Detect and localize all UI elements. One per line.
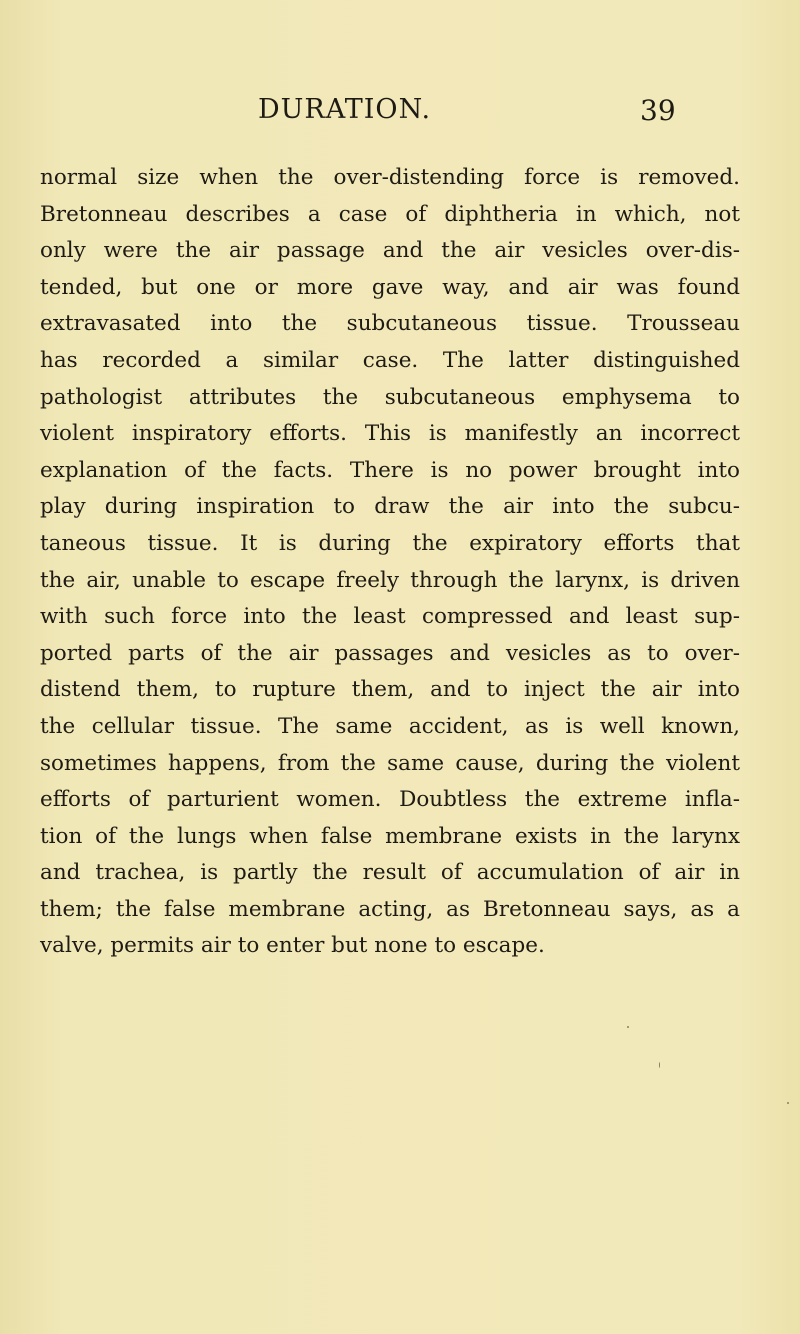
text-line: sometimes happens, from the same cause, during the violent (40, 750, 740, 776)
text-line: extravasated into the subcutaneous tissue. Trousseau (40, 311, 740, 337)
text-line: ported parts of the air passages and vesicles as to over- (40, 640, 740, 666)
page-number: 39 (640, 94, 676, 127)
text-line: them; the false membrane acting, as Bretonneau says, as a (40, 896, 740, 922)
text-line: violent inspiratory efforts. This is manifestly an incorrect (40, 421, 740, 447)
paper-speck (627, 1026, 629, 1028)
text-line: with such force into the least compressed and least sup- (40, 604, 740, 630)
text-line: Bretonneau describes a case of diphtheria in which, not (40, 201, 740, 227)
text-line: tion of the lungs when false membrane exists in the larynx (40, 823, 740, 849)
running-title: DURATION. (258, 94, 432, 125)
text-line: tended, but one or more gave way, and air was found (40, 274, 740, 300)
text-line: and trachea, is partly the result of accumulation of air in (40, 860, 740, 886)
text-line: normal size when the over-distending force is removed. (40, 165, 740, 190)
text-line-last: valve, permits air to enter but none to escape. (40, 933, 545, 959)
paper-speck (787, 1102, 789, 1104)
text-line: only were the air passage and the air vesicles over-dis- (40, 238, 740, 264)
text-line: efforts of parturient women. Doubtless the extreme infla- (40, 787, 740, 813)
paper-speck (659, 1062, 660, 1068)
text-line: the cellular tissue. The same accident, as is well known, (40, 713, 740, 739)
text-line: explanation of the facts. There is no power brought into (40, 457, 740, 483)
text-line: play during inspiration to draw the air into the subcu- (40, 494, 740, 520)
text-line: taneous tissue. It is during the expiratory efforts that (40, 530, 740, 556)
text-line: has recorded a similar case. The latter distinguished (40, 347, 740, 373)
text-line: the air, unable to escape freely through the larynx, is driven (40, 567, 740, 593)
body-paragraph (40, 160, 740, 965)
page-header (0, 94, 800, 134)
text-line: pathologist attributes the subcutaneous emphysema to (40, 384, 740, 410)
text-line: distend them, to rupture them, and to inject the air into (40, 677, 740, 703)
